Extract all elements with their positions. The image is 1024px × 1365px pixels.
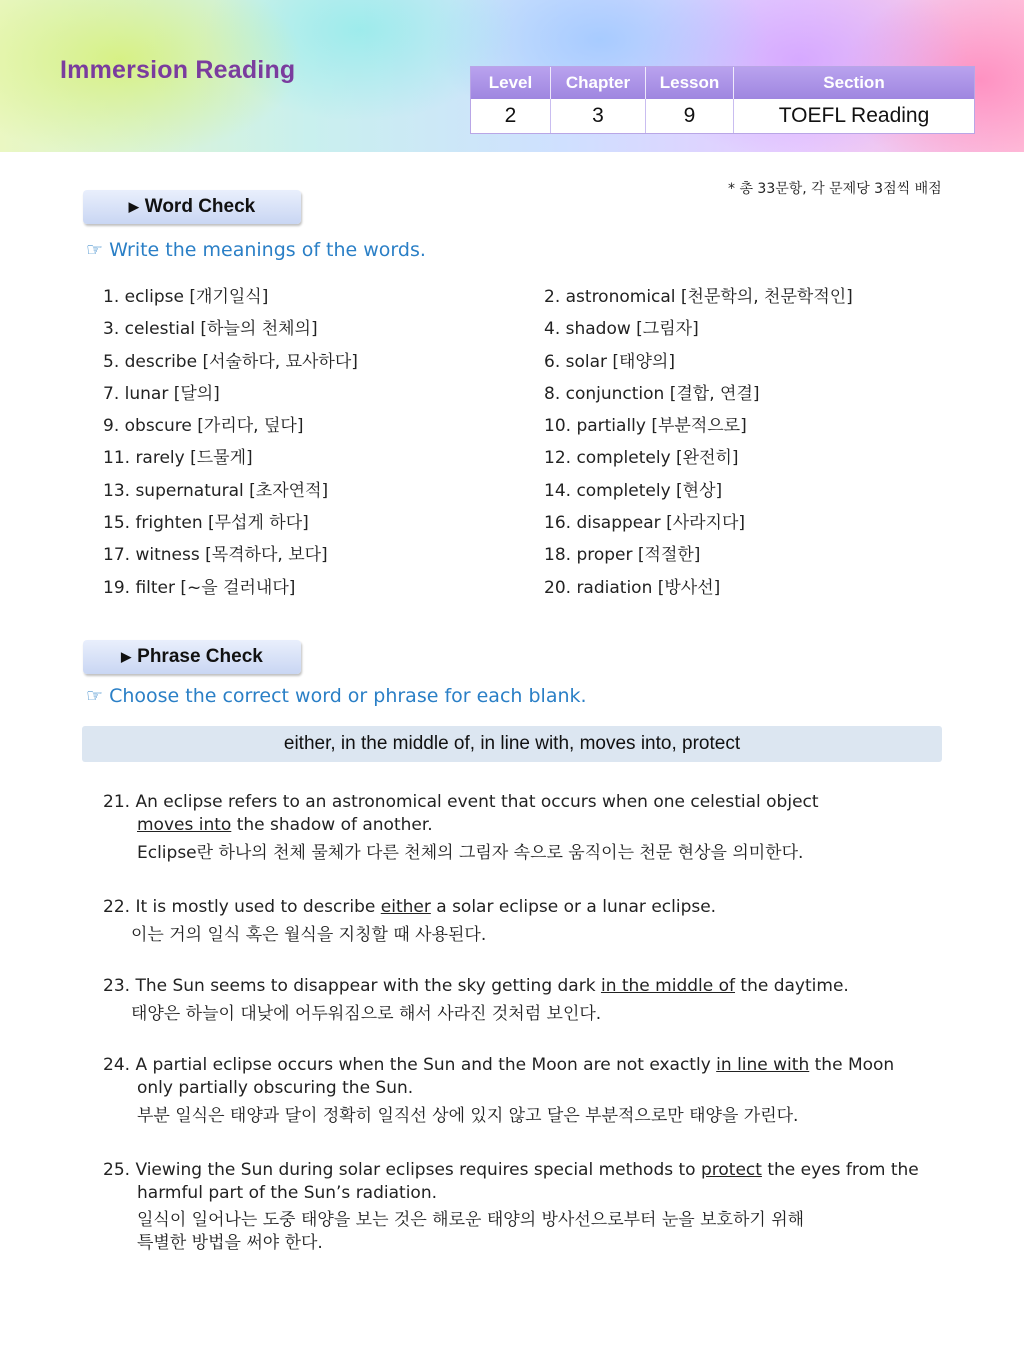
question-text: 21. An eclipse refers to an astronomical event that occurs when one celestial object <box>103 792 819 812</box>
question-text-head: 25. Viewing the Sun during solar eclipses requires special methods to <box>103 1160 701 1180</box>
question-text-head: 22. It is mostly used to describe <box>103 897 381 917</box>
answer-blank: moves into <box>137 815 232 835</box>
chapter-header: Chapter <box>551 67 646 99</box>
answer-blank: protect <box>700 1160 762 1180</box>
word-item: 16. disappear [사라지다] <box>544 513 746 534</box>
chapter-value: 3 <box>551 99 646 133</box>
word-item: 17. witness [목격하다, 보다] <box>103 545 328 566</box>
word-item: 2. astronomical [천문학의, 천문학적인] <box>544 287 853 307</box>
question-text-tail: the eyes from the <box>761 1160 919 1180</box>
question-25 <box>103 1159 943 1255</box>
play-triangle-icon: ▶ <box>121 649 132 664</box>
question-text-cont: harmful part of the Sun’s radiation. <box>137 1183 437 1203</box>
korean-translation-line: 특별한 방법을 써야 한다. <box>137 1233 323 1253</box>
question-text-head: 23. The Sun seems to disappear with the sky getting dark <box>103 976 601 996</box>
korean-translation: 태양은 하늘이 대낮에 어두워짐으로 해서 사라진 것처럼 보인다. <box>131 1004 602 1024</box>
question-text-tail: a solar eclipse or a lunar eclipse. <box>430 897 717 917</box>
phrase-check-header <box>83 640 301 674</box>
phrase-check-title: Phrase Check <box>137 646 263 667</box>
question-text-tail: the daytime. <box>735 976 849 996</box>
section-value: TOEFL Reading <box>778 104 930 127</box>
answer-blank: either <box>380 897 431 917</box>
question-23 <box>103 975 943 1026</box>
play-triangle-icon: ▶ <box>128 199 139 214</box>
word-item: 7. lunar [달의] <box>103 383 220 404</box>
lesson-info-table <box>470 66 975 134</box>
word-item: 1. eclipse [개기일식] <box>103 287 269 307</box>
phrase-check-instruction: ☞ Choose the correct word or phrase for each blank. <box>86 685 587 707</box>
word-item: 3. celestial [하늘의 천체의] <box>103 319 318 340</box>
lesson-header: Lesson <box>646 67 734 99</box>
question-24 <box>103 1054 943 1128</box>
answer-blank: in the middle of <box>600 976 736 996</box>
word-item: 10. partially [부분적으로] <box>544 416 747 437</box>
word-item: 18. proper [적절한] <box>544 545 701 566</box>
word-item: 6. solar [태양의] <box>544 351 675 372</box>
word-item: 15. frighten [무섭게 하다] <box>103 513 309 534</box>
word-item: 19. filter [~을 걸러내다] <box>103 577 296 598</box>
word-check-header <box>83 190 301 224</box>
lesson-value: 9 <box>646 99 734 133</box>
lesson-info-header <box>471 67 974 99</box>
question-text-cont <box>103 814 943 837</box>
question-22 <box>103 896 943 947</box>
word-item: 14. completely [현상] <box>544 480 723 501</box>
word-item: 11. rarely [드물게] <box>103 448 253 469</box>
question-text <box>103 1159 943 1182</box>
word-item: 5. describe [서술하다, 묘사하다] <box>103 351 358 372</box>
word-list <box>103 282 953 605</box>
section-header: Section <box>823 73 885 92</box>
korean-translation: 부분 일식은 태양과 달이 정확히 일직선 상에 있지 않고 달은 부분적으로만 태양을 가린다. <box>137 1106 799 1126</box>
korean-translation-line: 일식이 일어나는 도중 태양을 보는 것은 해로운 태양의 방사선으로부터 눈을 보호하기 위해 <box>137 1210 805 1230</box>
word-bank: either, in the middle of, in line with, moves into, protect <box>82 726 942 762</box>
word-item: 20. radiation [방사선] <box>544 577 721 598</box>
korean-translation <box>103 1209 943 1255</box>
question-text <box>103 975 943 998</box>
korean-translation: 이는 거의 일식 혹은 월식을 지칭할 때 사용된다. <box>131 925 487 945</box>
level-value: 2 <box>471 99 551 133</box>
word-item: 4. shadow [그림자] <box>544 319 699 340</box>
word-item: 9. obscure [가리다, 덮다] <box>103 416 304 437</box>
scoring-note: * 총 33문항, 각 문제당 3점씩 배점 <box>728 181 942 197</box>
level-header: Level <box>471 67 551 99</box>
lesson-info-values <box>471 99 974 133</box>
word-item: 12. completely [완전히] <box>544 448 739 469</box>
word-check-title: Word Check <box>144 196 256 217</box>
answer-blank: in line with <box>716 1055 810 1075</box>
question-text-head: 24. A partial eclipse occurs when the Sun and the Moon are not exactly <box>103 1055 717 1075</box>
question-text-cont: only partially obscuring the Sun. <box>137 1078 414 1098</box>
question-text <box>103 896 943 919</box>
word-check-instruction: ☞ Write the meanings of the words. <box>86 239 426 261</box>
brand-title: Immersion Reading <box>60 56 296 84</box>
header-banner <box>0 0 1024 152</box>
question-text <box>103 1054 943 1077</box>
word-item: 8. conjunction [결합, 연결] <box>544 383 760 404</box>
korean-translation: Eclipse란 하나의 천체 물체가 다른 천체의 그림자 속으로 움직이는 천문 현상을 의미한다. <box>137 843 804 863</box>
question-21 <box>103 791 943 865</box>
word-item: 13. supernatural [초자연적] <box>103 480 329 501</box>
question-text-tail: the Moon <box>809 1055 895 1075</box>
question-text-tail: the shadow of another. <box>231 815 433 835</box>
